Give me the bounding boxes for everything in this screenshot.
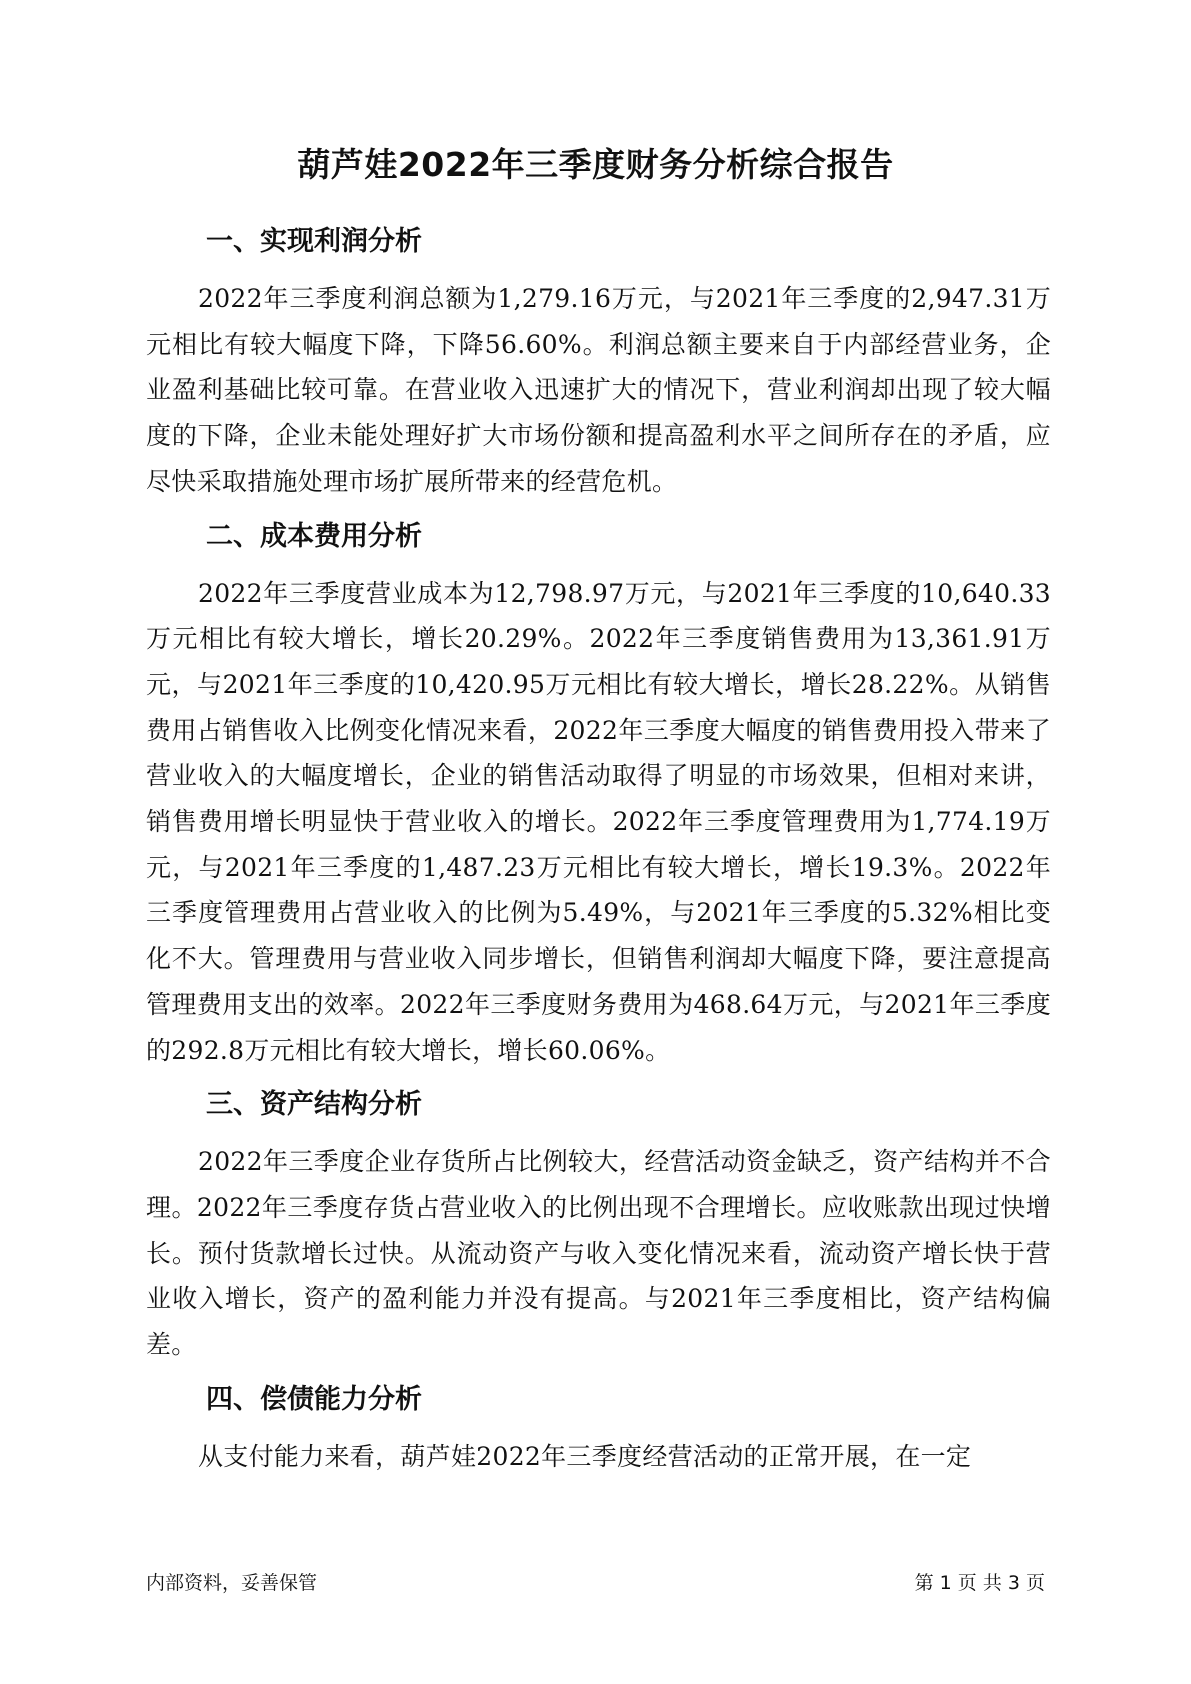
section-paragraph-asset: 2022年三季度企业存货所占比例较大，经营活动资金缺乏，资产结构并不合理。2022年三季度存货占营业收入的比例出现不合理增长。应收账款出现过快增长。预付货款增长过快。从流动资产与收入变化情况来看，流动资产增长快于营业收入增长，资产的盈利能力并没有提高。与2021年三季度相比，资产结构偏差。 (146, 1147, 1051, 1360)
section-paragraph-solvency: 从支付能力来看，葫芦娃2022年三季度经营活动的正常开展，在一定 (198, 1441, 972, 1471)
section-heading-cost: 二、成本费用分析 (206, 520, 422, 552)
section-heading-profit: 一、实现利润分析 (206, 226, 422, 257)
document-title: 葫芦娃2022年三季度财务分析综合报告 (297, 145, 894, 184)
section-heading-asset: 三、资产结构分析 (206, 1089, 422, 1121)
document-body (146, 222, 1051, 1491)
section-heading-solvency: 四、偿债能力分析 (206, 1383, 422, 1415)
section-paragraph-cost: 2022年三季度营业成本为12,798.97万元，与2021年三季度的10,640.33万元相比有较大增长，增长20.29%。2022年三季度销售费用为13,361.91万元，与2021年三季度的10,420.95万元相比有较大增长，增长28.22%。从销售费用占销售收入比例变化情况来看，2022年三季度大幅度的销售费用投入带来了营业收入的大幅度增长，企业的销售活动取得了明显的市场效果，但相对来讲，销售费用增长明显快于营业收入的增长。2022年三季度管理费用为1,774.19万元，与2021年三季度的1,487.23万元相比有较大增长，增长19.3%。2022年三季度管理费用占营业收入的比例为5.49%，与2021年三季度的5.32%相比变化不大。管理费用与营业收入同步增长，但销售利润却大幅度下降，要注意提高管理费用支出的效率。2022年三季度财务费用为468.64万元，与2021年三季度的292.8万元相比有较大增长，增长60.06%。 (146, 578, 1051, 1065)
footer-confidential-note: 内部资料，妥善保管 (146, 1572, 318, 1594)
section-paragraph-profit: 2022年三季度利润总额为1,279.16万元，与2021年三季度的2,947.31万元相比有较大幅度下降，下降56.60%。利润总额主要来自于内部经营业务，企业盈利基础比较可靠。在营业收入迅速扩大的情况下，营业利润却出现了较大幅度的下降，企业未能处理好扩大市场份额和提高盈利水平之间所存在的矛盾，应尽快采取措施处理市场扩展所带来的经营危机。 (146, 284, 1051, 496)
footer-page-number: 第 1 页 共 3 页 (914, 1572, 1045, 1594)
